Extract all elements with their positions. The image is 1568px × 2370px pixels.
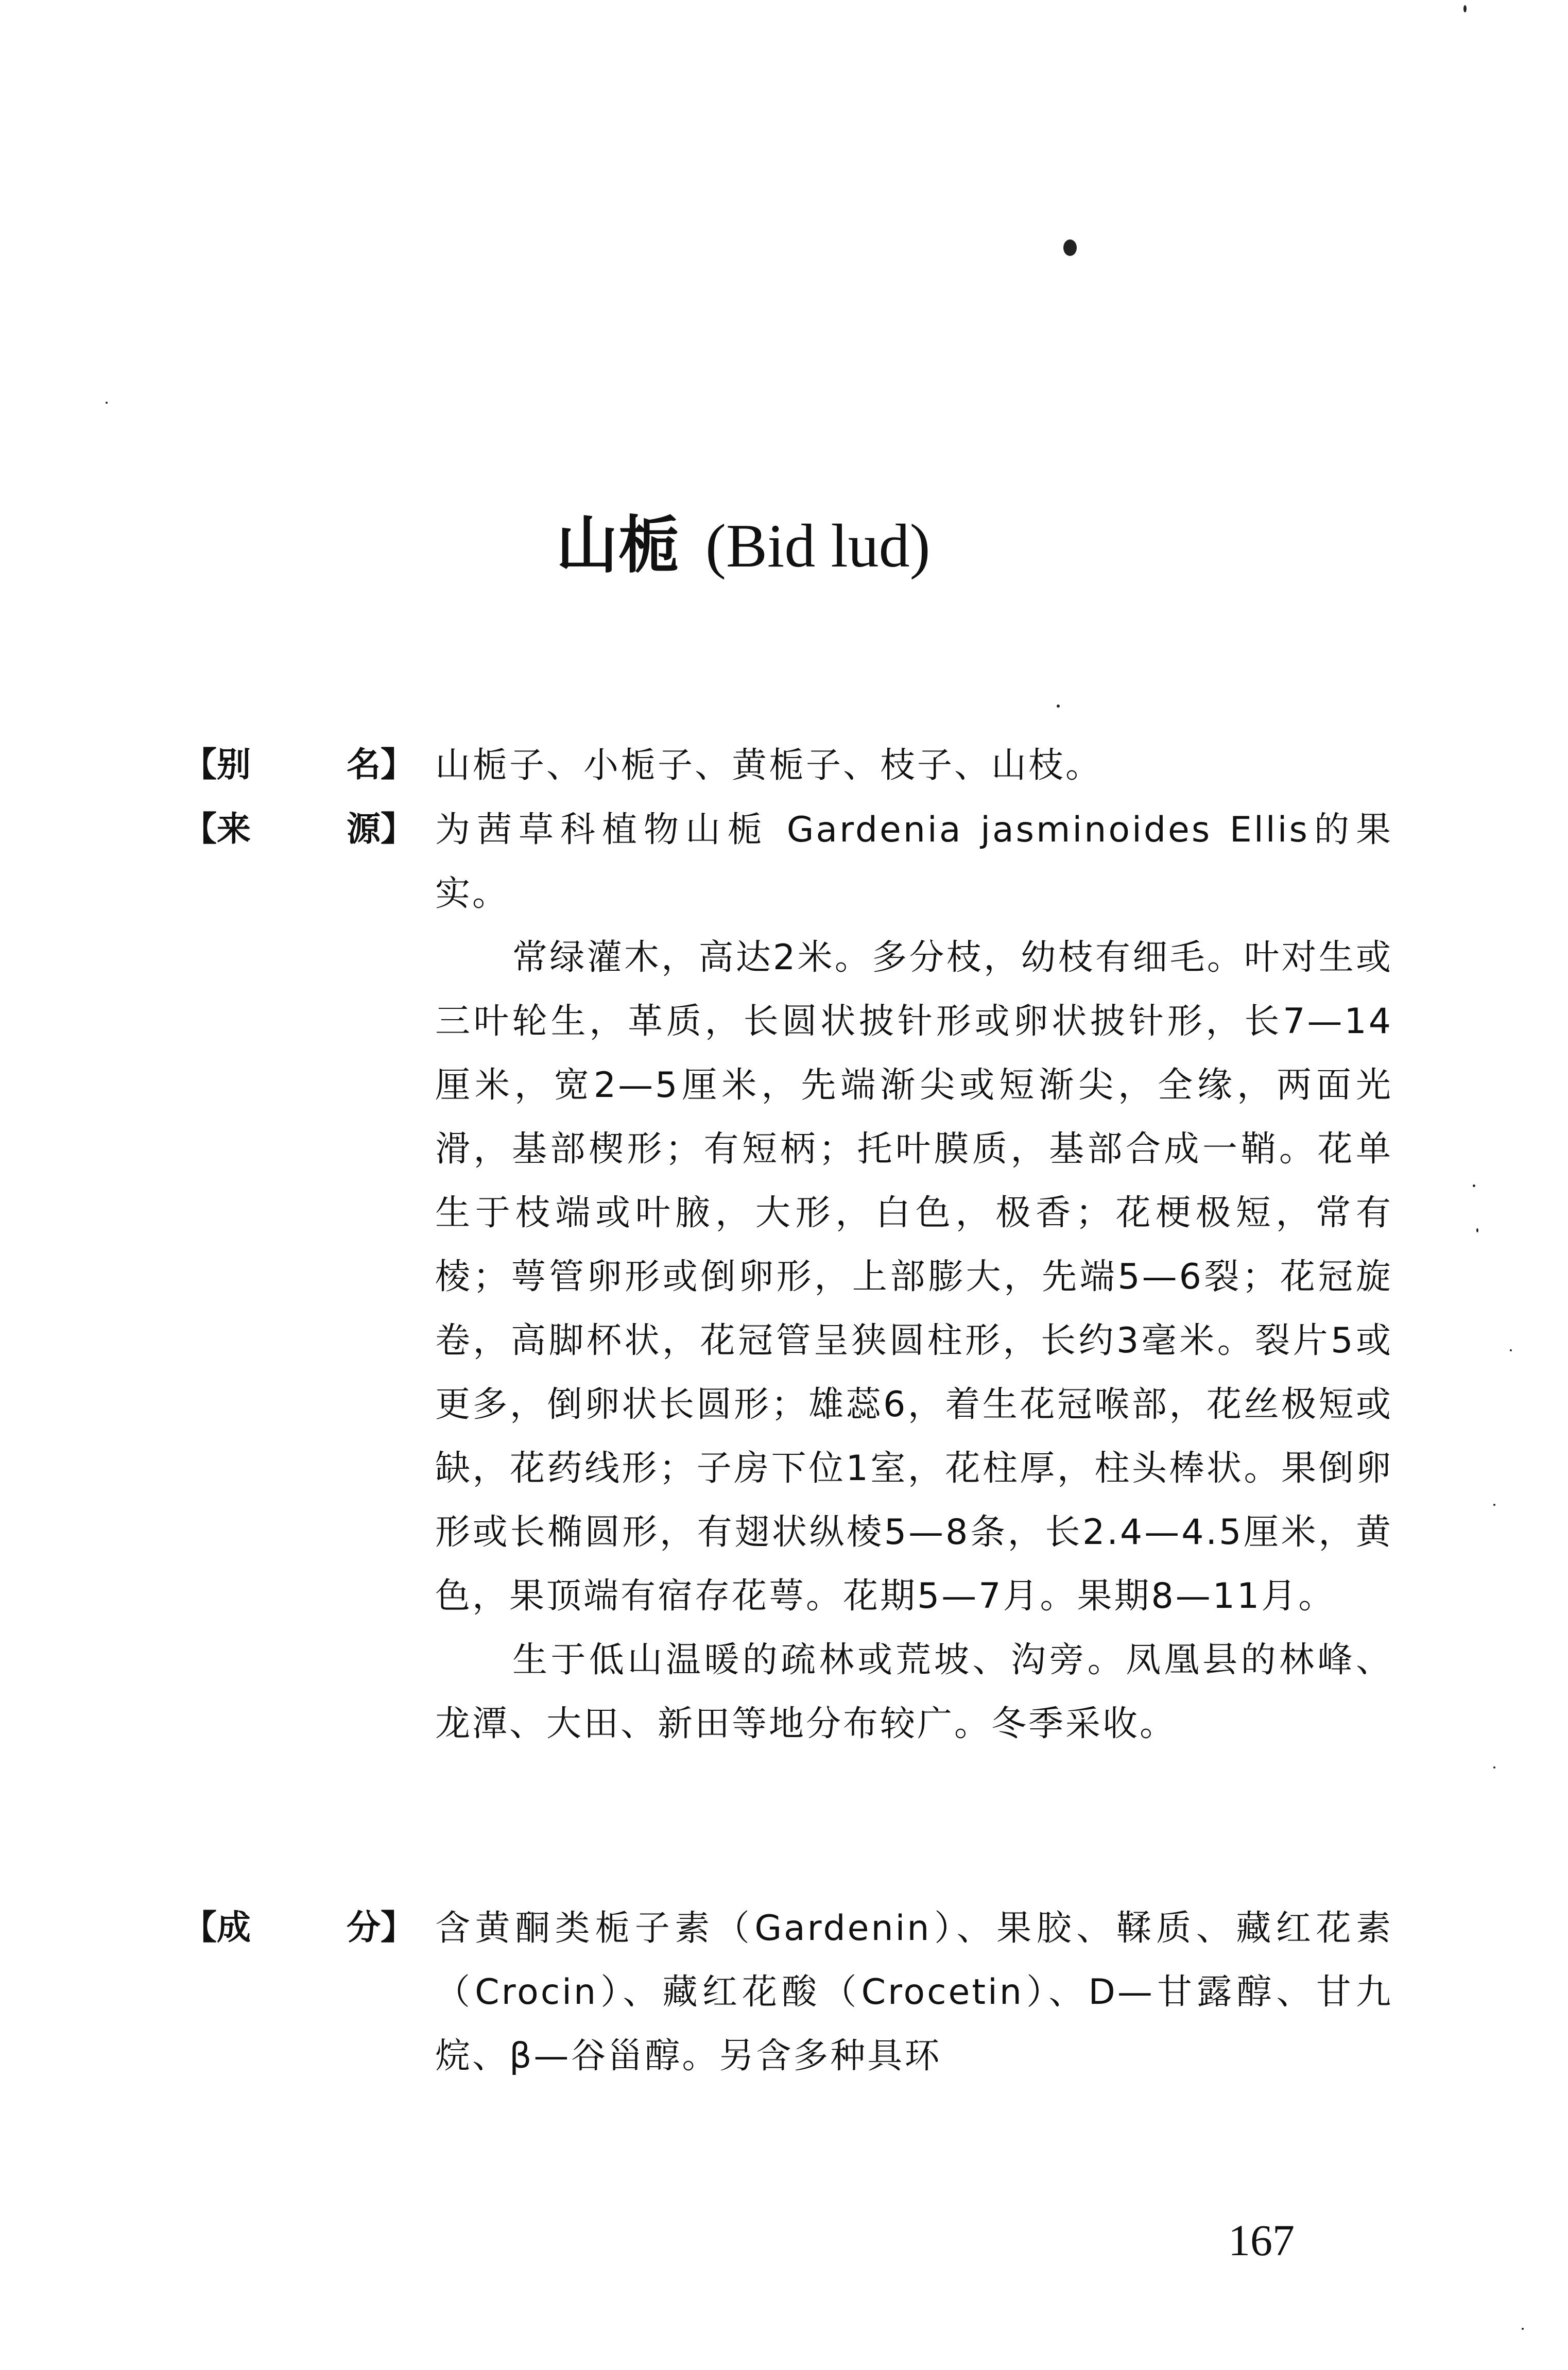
- alias-label-left: 【别: [183, 745, 251, 784]
- source-label-right: 源】: [347, 809, 415, 849]
- scan-speck: [1476, 1228, 1478, 1232]
- alias-label-right: 名】: [347, 745, 415, 784]
- scan-speck: [1522, 2328, 1524, 2330]
- source-label-left: 【来: [183, 809, 251, 849]
- scan-speck: [1057, 705, 1060, 708]
- scan-speck: [1493, 1504, 1495, 1506]
- scan-speck: [1493, 1766, 1495, 1768]
- scan-speck: [1463, 5, 1467, 12]
- page-title: [556, 510, 931, 582]
- page-number: 167: [1228, 2216, 1295, 2265]
- source-first-paragraph: 为茜草科植物山栀 Gardenia jasminoides Ellis的果实。: [435, 810, 1393, 914]
- alias-text: 山栀子、小栀子、黄栀子、枝子、山枝。: [435, 745, 1103, 786]
- title-chinese: 山栀: [556, 510, 680, 581]
- scan-speck: [1063, 239, 1077, 256]
- source-text-block: [435, 798, 1393, 1756]
- alias-text-block: [435, 734, 1393, 798]
- composition-label-right: 分】: [347, 1908, 415, 1947]
- composition-label-left: 【成: [183, 1908, 251, 1947]
- composition-text: 含黄酮类栀子素（Gardenin）、果胶、鞣质、藏红花素（Crocin）、藏红花酸（Crocetin）、D—甘露醇、甘九烷、β—谷甾醇。另含多种具环: [435, 1908, 1393, 2076]
- source-habitat: 生于低山温暖的疏林或荒坡、沟旁。凤凰县的林峰、龙潭、大田、新田等地分布较广。冬季采收。: [435, 1640, 1393, 1744]
- composition-text-block: [435, 1897, 1393, 2088]
- scan-speck: [1473, 1184, 1475, 1187]
- scan-speck: [1510, 1349, 1512, 1351]
- title-pinyin: (Bid lud): [705, 511, 931, 580]
- scan-speck: [106, 402, 108, 404]
- source-description: 常绿灌木，高达2米。多分枝，幼枝有细毛。叶对生或三叶轮生，革质，长圆状披针形或卵状披针形，长7—14厘米，宽2—5厘米，先端渐尖或短渐尖，全缘，两面光滑，基部楔形；有短柄；托叶膜质，基部合成一鞘。花单生于枝端或叶腋，大形，白色，极香；花梗极短，常有棱；萼管卵形或倒卵形，上部膨大，先端5—6裂；花冠旋卷，高脚杯状，花冠管呈狭圆柱形，长约3毫米。裂片5或更多，倒卵状长圆形；雄蕊6，着生花冠喉部，花丝极短或缺，花药线形；子房下位1室，花柱厚，柱头棒状。果倒卵形或长椭圆形，有翅状纵棱5—8条，长2.4—4.5厘米，黄色，果顶端有宿存花萼。花期5—7月。果期8—11月。: [435, 937, 1393, 1617]
